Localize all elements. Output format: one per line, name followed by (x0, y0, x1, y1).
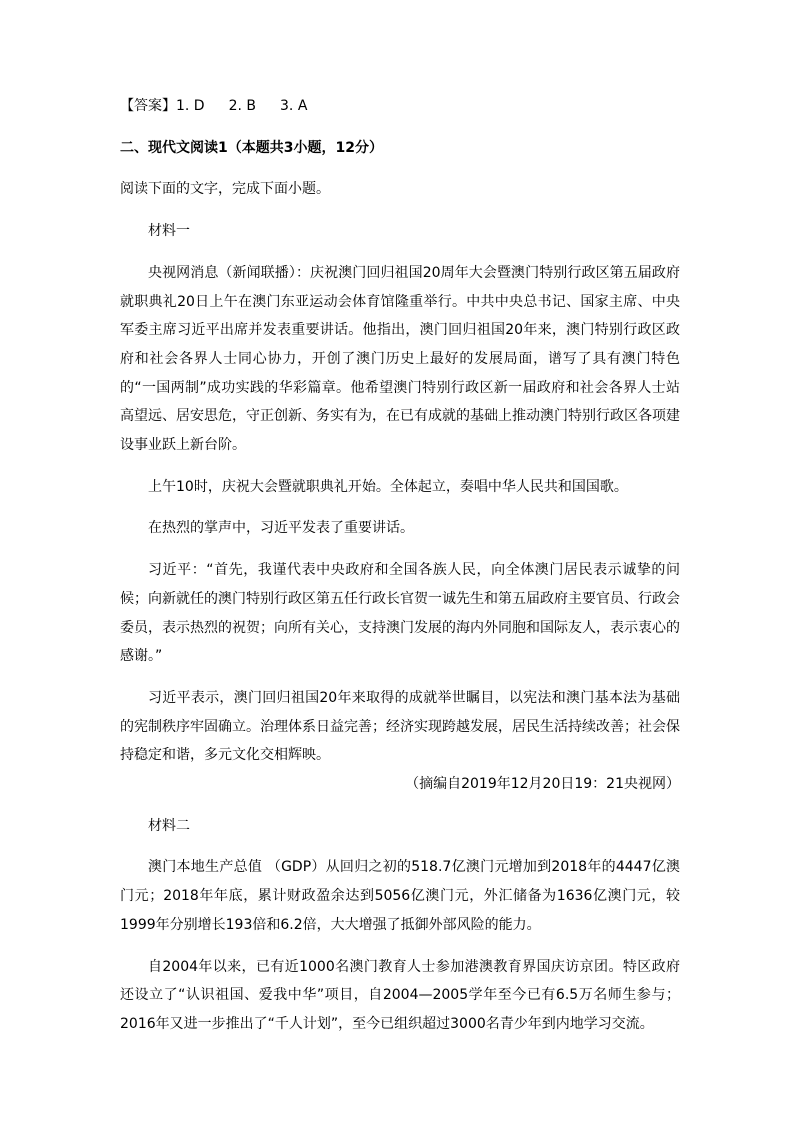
answer-tag: 【答案】 (120, 98, 176, 114)
answer-line (120, 92, 680, 121)
material1-title: 材料一 (148, 223, 190, 240)
material1-paragraph-1: 央视网消息（新闻联播）：庆祝澳门回归祖国20周年大会暨澳门特别行政区第五届政府就职典礼20日上午在澳门东亚运动会体育馆隆重举行。中共中央总书记、国家主席、中央军委主席习近平出席并发表重要讲话。他指出，澳门回归祖国20年来，澳门特别行政区政府和社会各界人士同心协力，开创了澳门历史上最好的发展局面，谱写了具有澳门特色的“一国两制”成功实践的华彩篇章。他希望澳门特别行政区新一届政府和社会各界人士站高望远、居安思危，守正创新、务实有为，在已有成就的基础上推动澳门特别行政区各项建设事业跃上新台阶。 (120, 264, 680, 454)
material1-paragraph-5: 习近平表示，澳门回归祖国20年来取得的成就举世瞩目，以宪法和澳门基本法为基础的宪制秩序牢固确立。治理体系日益完善；经济实现跨越发展，居民生活持续改善；社会保持稳定和谐，多元文化交相辉映。 (120, 689, 680, 764)
material1-source: （摘编自2019年12月20日19：21央视网） (405, 776, 680, 793)
material1-paragraph-3: 在热烈的掌声中，习近平发表了重要讲话。 (148, 520, 414, 537)
material2-paragraph-2: 自2004年以来，已有近1000名澳门教育人士参加港澳教育界国庆访京团。特区政府还设立了“认识祖国、爱我中华”项目，自2004—2005学年至今已有6.5万名师生参与；2016年又进一步推出了“千人计划”，至今已组织超过3000名青少年到内地学习交流。 (120, 958, 680, 1032)
section-heading: 二、现代文阅读1（本题共3小题，12分） (120, 139, 383, 156)
answer-item-2: 2. B (228, 98, 257, 114)
material2-paragraph-1: 澳门本地生产总值 （GDP）从回归之初的518.7亿澳门元增加到2018年的4447亿澳门元；2018年年底，累计财政盈余达到5056亿澳门元，外汇储备为1636亿澳门元，较1999年分别增长193倍和6.2倍，大大增强了抵御外部风险的能力。 (120, 859, 680, 933)
material2-title: 材料二 (148, 817, 190, 834)
material1-paragraph-4: 习近平：“首先，我谨代表中央政府和全国各族人民，向全体澳门居民表示诚挚的问候；向新就任的澳门特别行政区第五任行政长官贺一诚先生和第五届政府主要官员、行政会委员，表示热烈的祝贺；向所有关心，支持澳门发展的海内外同胞和国际友人，表示衷心的感谢。” (120, 562, 680, 665)
document-page (120, 92, 680, 1039)
answer-item-3: 3. A (280, 98, 308, 114)
material1-paragraph-2: 上午10时，庆祝大会暨就职典礼开始。全体起立，奏唱中华人民共和国国歌。 (148, 478, 628, 495)
answer-item-1: 1. D (176, 98, 205, 114)
instruction-text: 阅读下面的文字，完成下面小题。 (120, 181, 330, 198)
